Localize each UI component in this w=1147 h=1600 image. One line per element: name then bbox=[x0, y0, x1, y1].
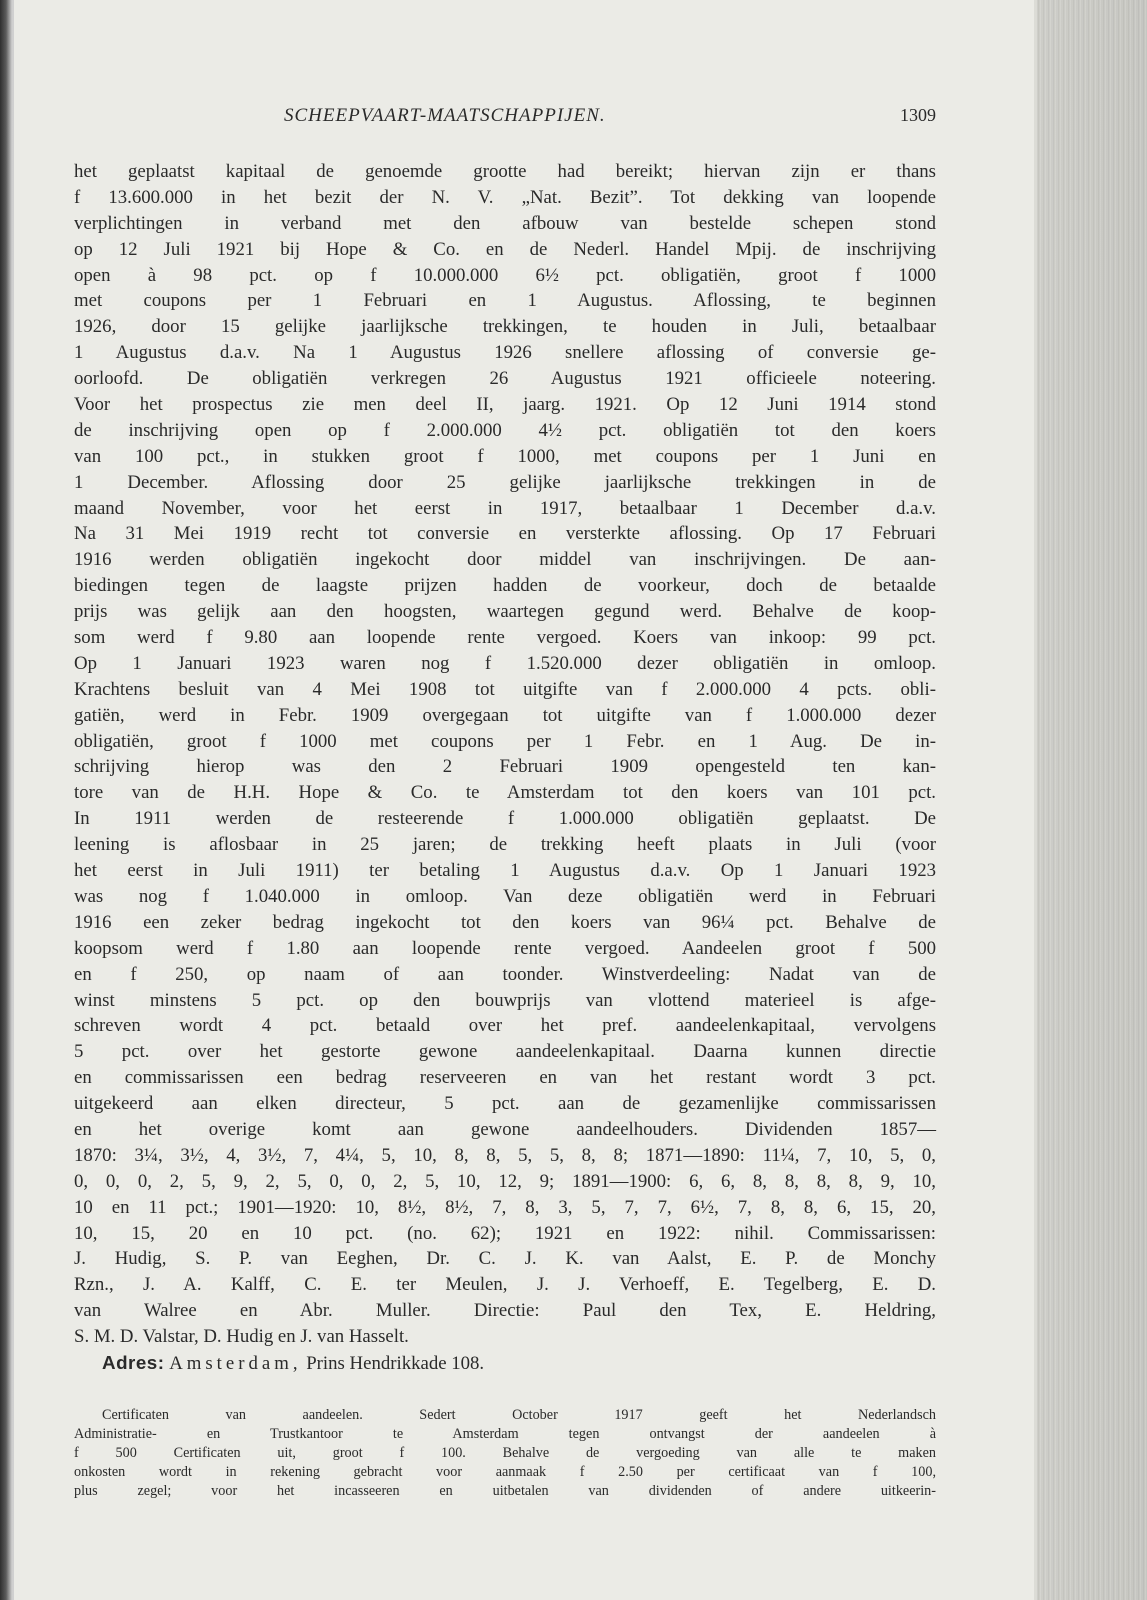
text-line: leening is aflosbaar in 25 jaren; de trekking heeft plaats in Juli (voor bbox=[74, 834, 936, 856]
text-line: 0, 0, 0, 2, 5, 9, 2, 5, 0, 0, 2, 5, 10, 12, 9; 1891—1900: 6, 6, 8, 8, 8, 8, 9, 10, bbox=[74, 1170, 936, 1192]
text-line: S. M. D. Valstar, D. Hudig en J. van Hasselt. bbox=[74, 1326, 409, 1348]
text-line: 1 Augustus d.a.v. Na 1 Augustus 1926 snellere aflossing of conversie ge- bbox=[74, 342, 936, 364]
address-city: Amsterdam, bbox=[169, 1352, 302, 1374]
text-line: winst minstens 5 pct. op den bouwprijs van vlottend materieel is afge- bbox=[74, 989, 936, 1011]
page-number: 1309 bbox=[900, 105, 936, 125]
footnote-line: Certificaten van aandeelen. Sedert October 1917 geeft het Nederlandsch bbox=[102, 1406, 936, 1423]
text-line: Krachtens besluit van 4 Mei 1908 tot uitgifte van f 2.000.000 4 pcts. obli- bbox=[74, 678, 936, 700]
text-line: met coupons per 1 Februari en 1 Augustus. Aflossing, te beginnen bbox=[74, 290, 936, 312]
text-line: 10, 15, 20 en 10 pct. (no. 62); 1921 en 1922: nihil. Commissarissen: bbox=[74, 1222, 936, 1244]
text-line: tore van de H.H. Hope & Co. te Amsterdam tot den koers van 101 pct. bbox=[74, 782, 936, 804]
text-line: van 100 pct., in stukken groot f 1000, met coupons per 1 Juni en bbox=[74, 445, 936, 467]
text-line: prijs was gelijk aan den hoogsten, waartegen gegund werd. Behalve de koop- bbox=[74, 601, 936, 623]
text-line: In 1911 werden de resteerende f 1.000.000 obligatiën geplaatst. De bbox=[74, 808, 936, 830]
text-line: 10 en 11 pct.; 1901—1920: 10, 8½, 8½, 7, 8, 3, 5, 7, 7, 6½, 7, 8, 8, 6, 15, 20, bbox=[74, 1196, 936, 1218]
footnote bbox=[74, 1406, 936, 1501]
text-line: en commissarissen een bedrag reserveeren en van het restant wordt 3 pct. bbox=[74, 1067, 936, 1089]
footnote-line: onkosten wordt in rekening gebracht voor aanmaak f 2.50 per certificaat van f 100, bbox=[74, 1463, 936, 1480]
text-line: verplichtingen in verband met den afbouw van bestelde schepen stond bbox=[74, 212, 936, 234]
text-line: Voor het prospectus zie men deel II, jaarg. 1921. Op 12 Juni 1914 stond bbox=[74, 394, 936, 416]
text-line: obligatiën, groot f 1000 met coupons per 1 Febr. en 1 Aug. De in- bbox=[74, 730, 936, 752]
text-line: Op 1 Januari 1923 waren nog f 1.520.000 dezer obligatiën in omloop. bbox=[74, 652, 936, 674]
text-line: het eerst in Juli 1911) ter betaling 1 Augustus d.a.v. Op 1 Januari 1923 bbox=[74, 860, 936, 882]
footnote-line: f 500 Certificaten uit, groot f 100. Behalve de vergoeding van alle te maken bbox=[74, 1444, 936, 1461]
page-header bbox=[74, 95, 936, 135]
address bbox=[74, 1350, 936, 1376]
text-line: en f 250, op naam of aan toonder. Winstverdeeling: Nadat van de bbox=[74, 963, 936, 985]
address-line bbox=[74, 1350, 936, 1376]
text-line: koopsom werd f 1.80 aan loopende rente vergoed. Aandeelen groot f 500 bbox=[74, 937, 936, 959]
text-line: maand November, voor het eerst in 1917, betaalbaar 1 December d.a.v. bbox=[74, 497, 936, 519]
text-line: som werd f 9.80 aan loopende rente vergoed. Koers van inkoop: 99 pct. bbox=[74, 627, 936, 649]
text-line: 1916 werden obligatiën ingekocht door middel van inschrijvingen. De aan- bbox=[74, 549, 936, 571]
text-line: en het overige komt aan gewone aandeelhouders. Dividenden 1857— bbox=[74, 1118, 936, 1140]
text-line: Rzn., J. A. Kalff, C. E. ter Meulen, J. J. Verhoeff, E. Tegelberg, E. D. bbox=[74, 1274, 936, 1296]
page-content bbox=[74, 95, 936, 1501]
text-line: schreven wordt 4 pct. betaald over het pref. aandeelenkapitaal, vervolgens bbox=[74, 1015, 936, 1037]
text-line: schrijving hierop was den 2 Februari 1909 opengesteld ten kan- bbox=[74, 756, 936, 778]
text-line: op 12 Juli 1921 bij Hope & Co. en de Nederl. Handel Mpij. de inschrijving bbox=[74, 238, 936, 260]
text-line: 1870: 3¼, 3½, 4, 3½, 7, 4¼, 5, 10, 8, 8, 5, 5, 8, 8; 1871—1890: 11¼, 7, 10, 5, 0, bbox=[74, 1144, 936, 1166]
text-line: oorloofd. De obligatiën verkregen 26 Augustus 1921 officieele noteering. bbox=[74, 368, 936, 390]
text-line: 1926, door 15 gelijke jaarlijksche trekkingen, te houden in Juli, betaalbaar bbox=[74, 316, 936, 338]
page-edges bbox=[1037, 0, 1147, 1600]
text-line: van Walree en Abr. Muller. Directie: Paul den Tex, E. Heldring, bbox=[74, 1300, 936, 1322]
address-label: Adres: bbox=[102, 1351, 165, 1373]
text-line: het geplaatst kapitaal de genoemde grootte had bereikt; hiervan zijn er thans bbox=[74, 161, 936, 182]
text-line: f 13.600.000 in het bezit der N. V. „Nat. Bezit”. Tot dekking van loopende bbox=[74, 186, 936, 208]
text-line: 5 pct. over het gestorte gewone aandeelenkapitaal. Daarna kunnen directie bbox=[74, 1041, 936, 1063]
text-line: biedingen tegen de laagste prijzen hadden de voorkeur, doch de betaalde bbox=[74, 575, 936, 597]
address-street: Prins Hendrikkade 108. bbox=[306, 1352, 485, 1374]
text-line: uitgekeerd aan elken directeur, 5 pct. aan de gezamenlijke commissarissen bbox=[74, 1093, 936, 1115]
text-line: open à 98 pct. op f 10.000.000 6½ pct. obligatiën, groot f 1000 bbox=[74, 264, 936, 286]
footnote-line: plus zegel; voor het incasseeren en uitbetalen van dividenden of andere uitkeerin- bbox=[74, 1482, 936, 1499]
text-line: de inschrijving open op f 2.000.000 4½ pct. obligatiën tot den koers bbox=[74, 419, 936, 441]
footnote-line: Administratie- en Trustkantoor te Amsterdam tegen ontvangst der aandeelen à bbox=[74, 1425, 936, 1442]
text-line: 1 December. Aflossing door 25 gelijke jaarlijksche trekkingen in de bbox=[74, 471, 936, 493]
text-line: J. Hudig, S. P. van Eeghen, Dr. C. J. K. van Aalst, E. P. de Monchy bbox=[74, 1248, 936, 1270]
text-line: gatiën, werd in Febr. 1909 overgegaan tot uitgifte van f 1.000.000 dezer bbox=[74, 704, 936, 726]
running-title: SCHEEPVAART-MAATSCHAPPIJEN. bbox=[284, 105, 606, 126]
text-line: Na 31 Mei 1919 recht tot conversie en versterkte aflossing. Op 17 Februari bbox=[74, 523, 936, 545]
body-text bbox=[74, 159, 936, 1350]
text-line: was nog f 1.040.000 in omloop. Van deze obligatiën werd in Februari bbox=[74, 885, 936, 907]
text-line: 1916 een zeker bedrag ingekocht tot den koers van 96¼ pct. Behalve de bbox=[74, 911, 936, 933]
